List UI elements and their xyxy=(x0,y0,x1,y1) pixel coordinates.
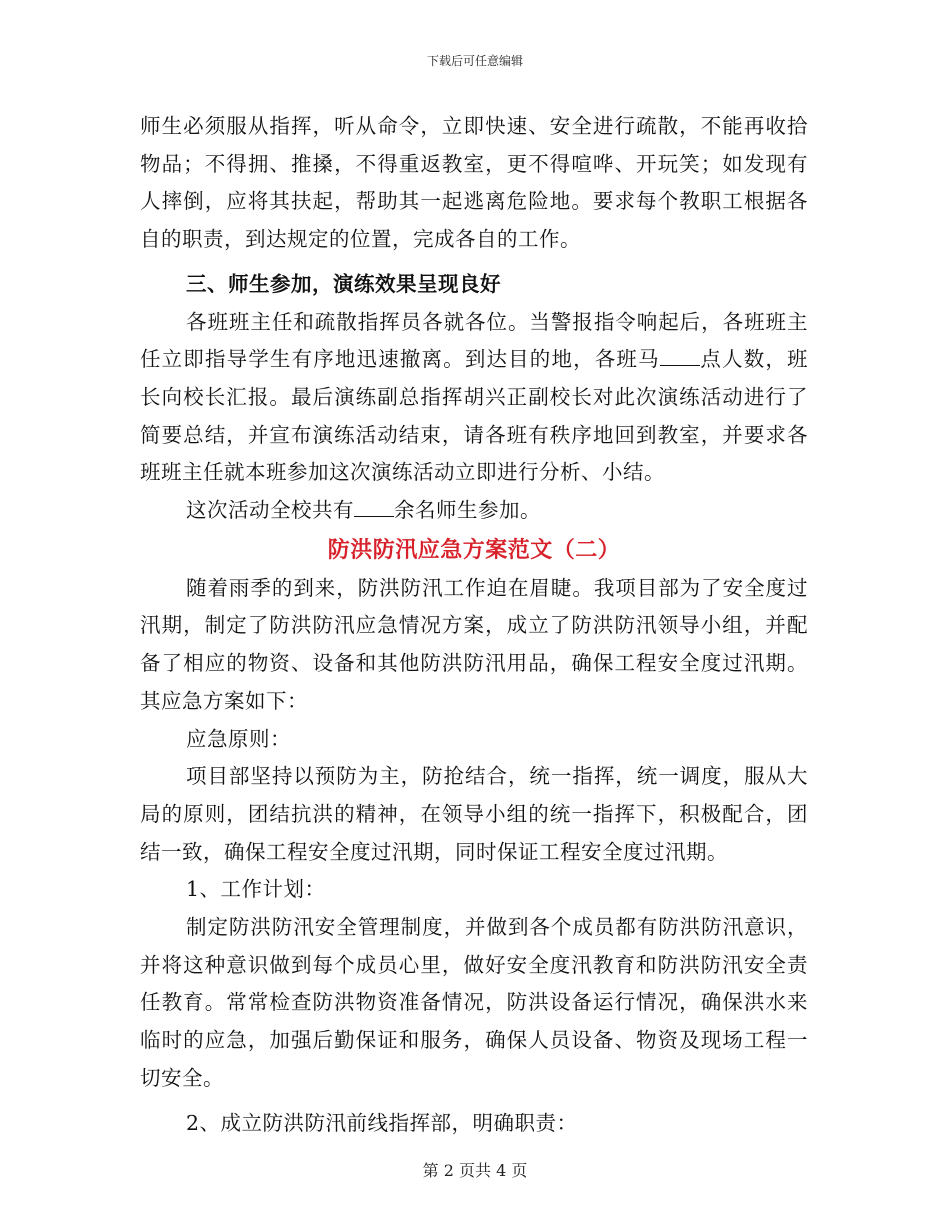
fill-blank xyxy=(660,364,700,366)
paragraph-principle: 项目部坚持以预防为主，防抢结合，统一指挥，统一调度，服从大局的原则，团结抗洪的精神，在领导小组的统一指挥下，积极配合，团结一致，确保工程安全度过汛期，同时保证工程安全度过汛期。 xyxy=(140,764,808,864)
paragraph-participants xyxy=(140,492,808,530)
paragraph-participants-part1: 这次活动全校共有 xyxy=(186,498,354,523)
paragraph-evacuation-rules: 师生必须服从指挥，听从命令，立即快速、安全进行疏散，不能再收拾物品；不得拥、推搡，不得重返教室，更不得喧哗、开玩笑；如发现有人摔倒，应将其扶起，帮助其一起逃离危险地。要求每个教职工根据各自的职责，到达规定的位置，完成各自的工作。 xyxy=(140,114,808,252)
paragraph-participants-part2: 余名师生参加。 xyxy=(394,498,541,523)
paragraph-principle-label: 应急原则： xyxy=(186,726,291,751)
paragraph-drill-process-part2: 点人数，班长向校长汇报。最后演练副总指挥胡兴正副校长对此次演练活动进行了简要总结，并宣布演练活动结束，请各班有秩序地回到教室，并要求各班班主任就本班参加这次演练活动立即进行分析、小结。 xyxy=(140,347,809,485)
document-body xyxy=(140,108,808,1142)
paragraph-drill-process xyxy=(140,304,808,493)
paragraph-work-plan: 制定防洪防汛安全管理制度，并做到各个成员都有防洪防汛意识，并将这种意识做到每个成员心里，做好安全度汛教育和防洪防汛安全责任教育。常常检查防洪物资准备情况，防洪设备运行情况，确保洪水来临时的应急，加强后勤保证和服务，确保人员设备、物资及现场工程一切安全。 xyxy=(140,915,808,1090)
paragraph-drill-process-part1: 各班班主任和疏散指挥员各就各位。当警报指令响起后，各班班主任立即指导学生有序地迅速撤离。到达目的地，各班马 xyxy=(140,309,808,372)
section-title: 防洪防汛应急方案范文（二） xyxy=(327,536,621,563)
paragraph-work-plan-label: 1、工作计划： xyxy=(186,877,326,902)
heading-drill-results: 三、师生参加，演练效果呈现良好 xyxy=(186,271,501,296)
page-number: 第 2 页共 4 页 xyxy=(422,1161,528,1180)
paragraph-command-center: 2、成立防洪防汛前线指挥部，明确职责： xyxy=(186,1110,578,1135)
page-header-note: 下载后可任意编辑 xyxy=(426,54,523,68)
paragraph-intro: 随着雨季的到来，防洪防汛工作迫在眉睫。我项目部为了安全度过汛期，制定了防洪防汛应急情况方案，成立了防洪防汛领导小组，并配备了相应的物资、设备和其他防洪防汛用品，确保工程安全度过汛期。其应急方案如下： xyxy=(140,575,808,713)
fill-blank xyxy=(354,515,394,517)
